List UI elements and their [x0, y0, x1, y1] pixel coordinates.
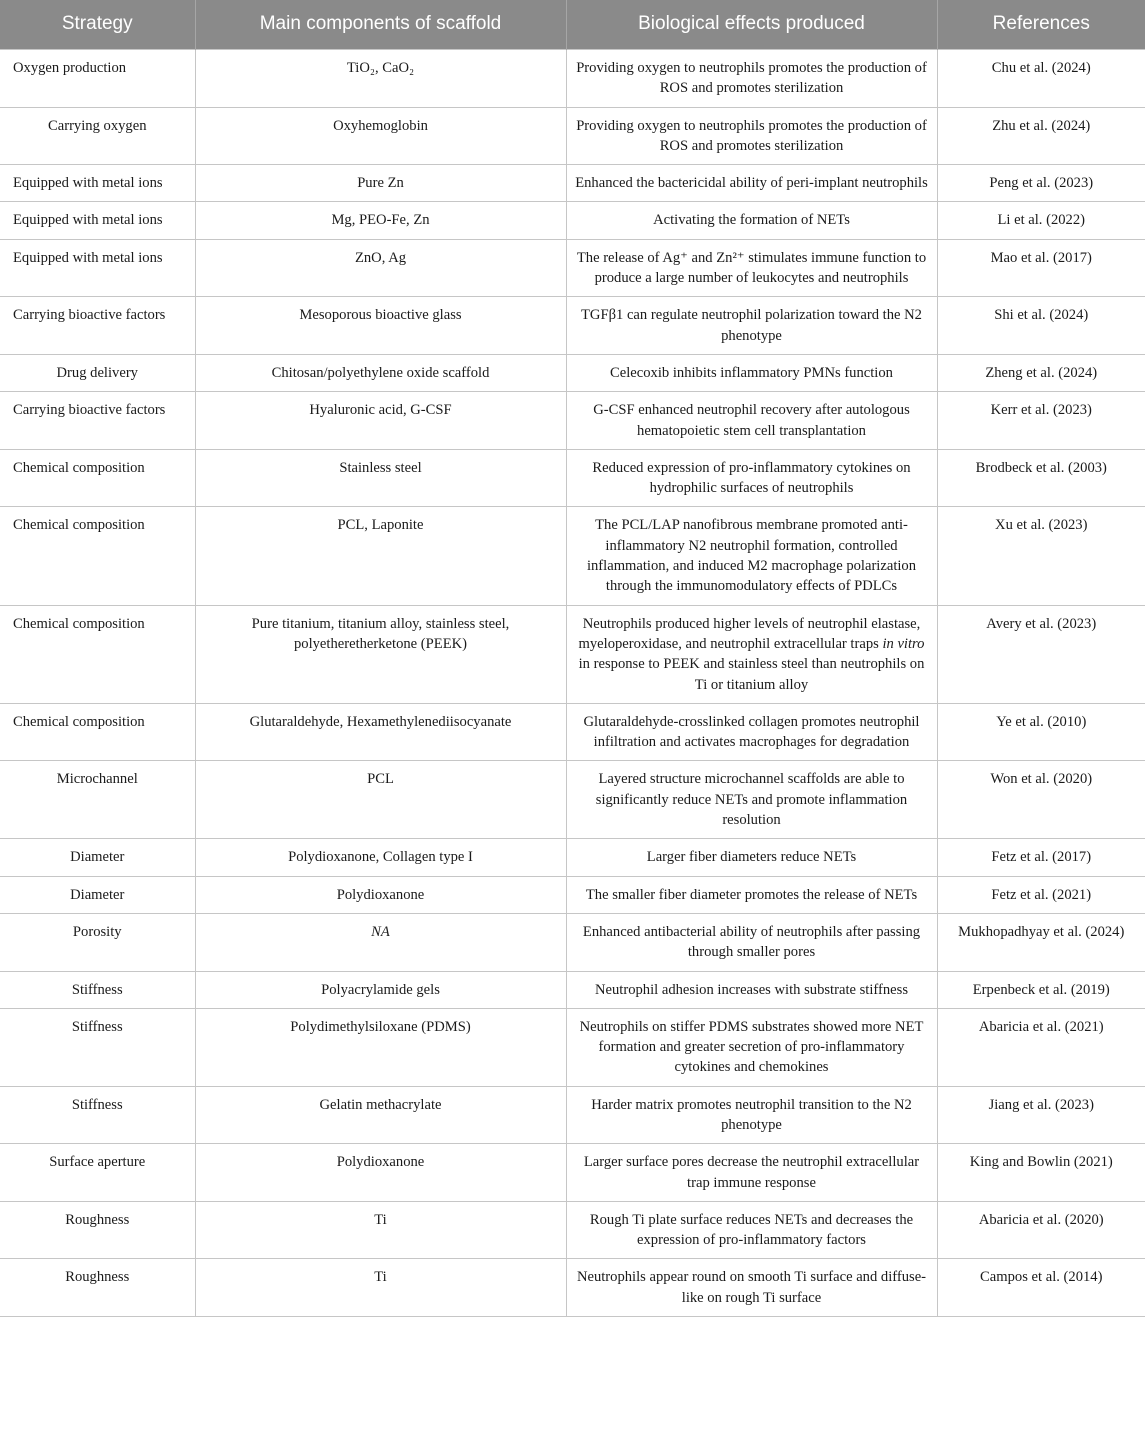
cell-reference: Fetz et al. (2017): [937, 839, 1145, 876]
effects-text-after: in response to PEEK and stainless steel than neutrophils on Ti or titanium alloy: [578, 656, 925, 693]
cell-effects: Activating the formation of NETs: [566, 202, 937, 239]
cell-components: Mesoporous bioactive glass: [195, 297, 566, 355]
cell-effects: Larger fiber diameters reduce NETs: [566, 839, 937, 876]
cell-reference: Abaricia et al. (2021): [937, 1008, 1145, 1086]
header-references: References: [937, 0, 1145, 50]
cell-strategy: Chemical composition: [0, 507, 195, 605]
table-header: [0, 0, 1145, 50]
cell-reference: Won et al. (2020): [937, 761, 1145, 839]
cell-components: Gelatin methacrylate: [195, 1086, 566, 1144]
cell-effects: Enhanced the bactericidal ability of peri-implant neutrophils: [566, 165, 937, 202]
table-row: [0, 50, 1145, 108]
cell-components: Ti: [195, 1201, 566, 1259]
cell-effects: Providing oxygen to neutrophils promotes the production of ROS and promotes sterilization: [566, 107, 937, 165]
cell-strategy: Chemical composition: [0, 703, 195, 761]
cell-strategy: Microchannel: [0, 761, 195, 839]
table-row: [0, 605, 1145, 703]
table-row: [0, 876, 1145, 913]
cell-components: [195, 913, 566, 971]
table-row: [0, 507, 1145, 605]
cell-reference: Shi et al. (2024): [937, 297, 1145, 355]
table-row: [0, 354, 1145, 391]
cell-effects: Enhanced antibacterial ability of neutrophils after passing through smaller pores: [566, 913, 937, 971]
table-row: [0, 1144, 1145, 1202]
cell-reference: Jiang et al. (2023): [937, 1086, 1145, 1144]
cell-components: Polydioxanone: [195, 1144, 566, 1202]
cell-effects: Neutrophils appear round on smooth Ti surface and diffuse-like on rough Ti surface: [566, 1259, 937, 1317]
cell-components: Pure titanium, titanium alloy, stainless steel, polyetheretherketone (PEEK): [195, 605, 566, 703]
table-row: [0, 761, 1145, 839]
cell-strategy: Chemical composition: [0, 449, 195, 507]
cell-strategy: Chemical composition: [0, 605, 195, 703]
table-row: [0, 239, 1145, 297]
cell-effects: Neutrophils on stiffer PDMS substrates showed more NET formation and greater secretion of pro-inflammatory cytokines and chemokines: [566, 1008, 937, 1086]
cell-components: Glutaraldehyde, Hexamethylenediisocyanate: [195, 703, 566, 761]
cell-reference: Avery et al. (2023): [937, 605, 1145, 703]
header-strategy: Strategy: [0, 0, 195, 50]
effects-text-before: Neutrophils produced higher levels of neutrophil elastase, myeloperoxidase, and neutrophil extracellular traps: [578, 615, 921, 652]
table-row: [0, 202, 1145, 239]
cell-effects: Larger surface pores decrease the neutrophil extracellular trap immune response: [566, 1144, 937, 1202]
cell-components: Polydioxanone, Collagen type I: [195, 839, 566, 876]
cell-reference: Chu et al. (2024): [937, 50, 1145, 108]
header-components: Main components of scaffold: [195, 0, 566, 50]
table-row: [0, 1201, 1145, 1259]
cell-strategy: Equipped with metal ions: [0, 165, 195, 202]
table-row: [0, 107, 1145, 165]
cell-components: Mg, PEO-Fe, Zn: [195, 202, 566, 239]
cell-strategy: Stiffness: [0, 971, 195, 1008]
effects-text-italic: in vitro: [882, 635, 925, 652]
table-row: [0, 1086, 1145, 1144]
cell-components: Oxyhemoglobin: [195, 107, 566, 165]
cell-strategy: Drug delivery: [0, 354, 195, 391]
cell-components: Stainless steel: [195, 449, 566, 507]
cell-effects: G-CSF enhanced neutrophil recovery after autologous hematopoietic stem cell transplantation: [566, 392, 937, 450]
cell-effects: The release of Ag⁺ and Zn²⁺ stimulates immune function to produce a large number of leukocytes and neutrophils: [566, 239, 937, 297]
cell-reference: Abaricia et al. (2020): [937, 1201, 1145, 1259]
table-row: [0, 703, 1145, 761]
cell-reference: Brodbeck et al. (2003): [937, 449, 1145, 507]
cell-strategy: Diameter: [0, 839, 195, 876]
cell-strategy: Oxygen production: [0, 50, 195, 108]
cell-components: Polyacrylamide gels: [195, 971, 566, 1008]
cell-strategy: Carrying oxygen: [0, 107, 195, 165]
cell-reference: Fetz et al. (2021): [937, 876, 1145, 913]
cell-reference: Mao et al. (2017): [937, 239, 1145, 297]
cell-strategy: Stiffness: [0, 1008, 195, 1086]
cell-strategy: Roughness: [0, 1201, 195, 1259]
table-row: [0, 1008, 1145, 1086]
cell-components: PCL: [195, 761, 566, 839]
cell-reference: Li et al. (2022): [937, 202, 1145, 239]
cell-strategy: Porosity: [0, 913, 195, 971]
table-row: [0, 392, 1145, 450]
cell-components: Chitosan/polyethylene oxide scaffold: [195, 354, 566, 391]
cell-effects: Providing oxygen to neutrophils promotes the production of ROS and promotes sterilization: [566, 50, 937, 108]
table-row: [0, 913, 1145, 971]
cell-reference: Campos et al. (2014): [937, 1259, 1145, 1317]
cell-effects: [566, 605, 937, 703]
components-italic-text: NA: [371, 923, 390, 940]
cell-reference: Peng et al. (2023): [937, 165, 1145, 202]
cell-effects: Rough Ti plate surface reduces NETs and decreases the expression of pro-inflammatory factors: [566, 1201, 937, 1259]
cell-components: TiO₂, CaO₂: [195, 50, 566, 108]
cell-components: Polydioxanone: [195, 876, 566, 913]
cell-strategy: Equipped with metal ions: [0, 202, 195, 239]
cell-effects: Celecoxib inhibits inflammatory PMNs function: [566, 354, 937, 391]
cell-reference: Ye et al. (2010): [937, 703, 1145, 761]
cell-components: Ti: [195, 1259, 566, 1317]
table-row: [0, 839, 1145, 876]
cell-reference: Zhu et al. (2024): [937, 107, 1145, 165]
cell-effects: Glutaraldehyde-crosslinked collagen promotes neutrophil infiltration and activates macrophages for degradation: [566, 703, 937, 761]
table-row: [0, 165, 1145, 202]
cell-components: PCL, Laponite: [195, 507, 566, 605]
table-row: [0, 297, 1145, 355]
table-row: [0, 449, 1145, 507]
cell-reference: Xu et al. (2023): [937, 507, 1145, 605]
cell-effects: Harder matrix promotes neutrophil transition to the N2 phenotype: [566, 1086, 937, 1144]
cell-strategy: Diameter: [0, 876, 195, 913]
cell-reference: Zheng et al. (2024): [937, 354, 1145, 391]
cell-strategy: Stiffness: [0, 1086, 195, 1144]
cell-strategy: Carrying bioactive factors: [0, 392, 195, 450]
cell-reference: Erpenbeck et al. (2019): [937, 971, 1145, 1008]
cell-effects: Neutrophil adhesion increases with substrate stiffness: [566, 971, 937, 1008]
cell-reference: Kerr et al. (2023): [937, 392, 1145, 450]
cell-strategy: Roughness: [0, 1259, 195, 1317]
cell-strategy: Surface aperture: [0, 1144, 195, 1202]
cell-components: Polydimethylsiloxane (PDMS): [195, 1008, 566, 1086]
header-row: [0, 0, 1145, 50]
header-effects: Biological effects produced: [566, 0, 937, 50]
cell-components: Hyaluronic acid, G-CSF: [195, 392, 566, 450]
cell-effects: Reduced expression of pro-inflammatory cytokines on hydrophilic surfaces of neutrophils: [566, 449, 937, 507]
cell-effects: Layered structure microchannel scaffolds are able to significantly reduce NETs and promote inflammation resolution: [566, 761, 937, 839]
cell-components: Pure Zn: [195, 165, 566, 202]
table-row: [0, 971, 1145, 1008]
cell-strategy: Carrying bioactive factors: [0, 297, 195, 355]
cell-strategy: Equipped with metal ions: [0, 239, 195, 297]
cell-components: ZnO, Ag: [195, 239, 566, 297]
cell-effects: The smaller fiber diameter promotes the release of NETs: [566, 876, 937, 913]
cell-effects: The PCL/LAP nanofibrous membrane promoted anti-inflammatory N2 neutrophil formation, controlled inflammation, and induced M2 macrophage polarization through the immunomodulatory effects of PDLCs: [566, 507, 937, 605]
cell-reference: Mukhopadhyay et al. (2024): [937, 913, 1145, 971]
cell-effects: TGFβ1 can regulate neutrophil polarization toward the N2 phenotype: [566, 297, 937, 355]
table-body: [0, 50, 1145, 1317]
table-row: [0, 1259, 1145, 1317]
cell-reference: King and Bowlin (2021): [937, 1144, 1145, 1202]
